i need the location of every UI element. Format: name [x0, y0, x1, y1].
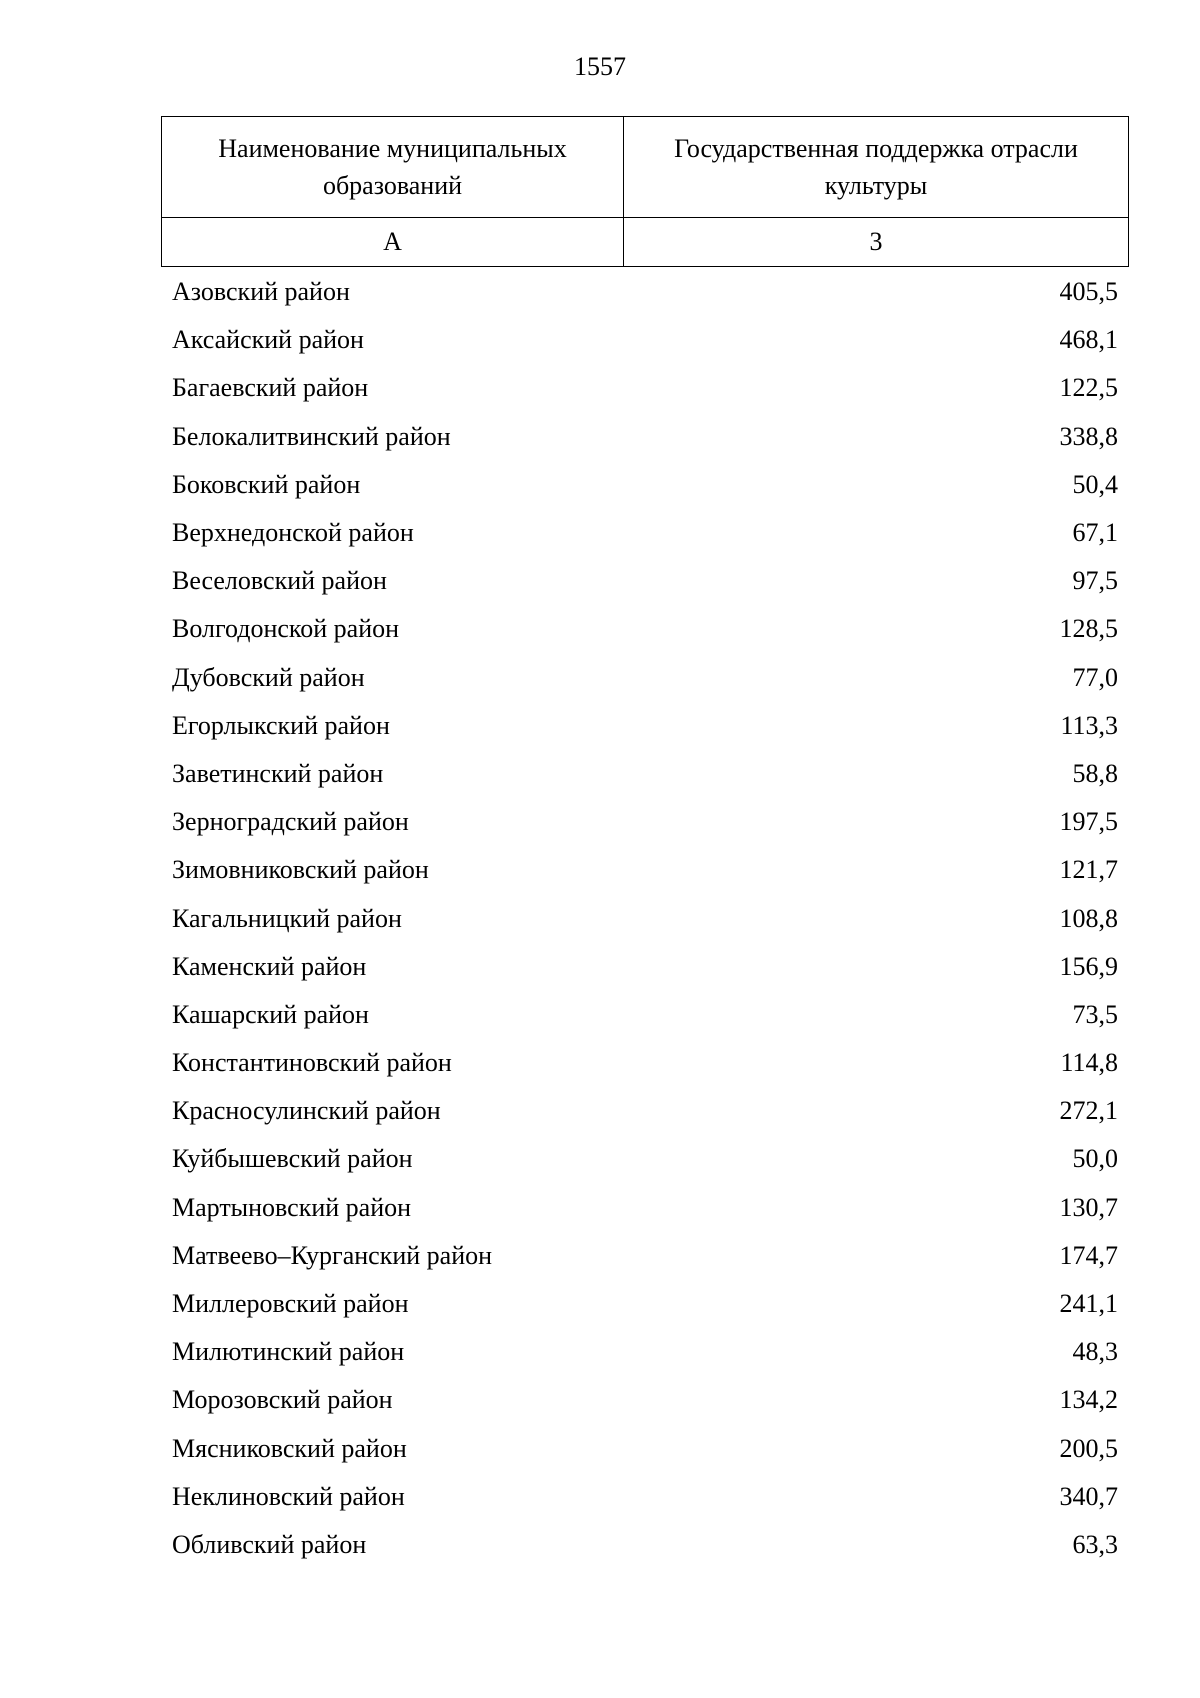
table-row	[161, 798, 1129, 846]
table-row	[161, 943, 1129, 991]
column-header-row	[162, 117, 1129, 218]
support-value: 77,0	[1072, 662, 1118, 692]
municipality-name: Дубовский район	[172, 662, 365, 692]
table-row	[161, 1473, 1129, 1521]
municipality-name: Боковский район	[172, 469, 361, 499]
table-row	[161, 1280, 1129, 1328]
municipality-name: Мартыновский район	[172, 1192, 412, 1222]
municipality-name: Куйбышевский район	[172, 1144, 413, 1174]
municipality-name: Заветинский район	[172, 758, 384, 788]
support-value: 63,3	[1072, 1529, 1118, 1559]
column-header-culture-support: Государственная поддержка отрасли культуры	[624, 117, 1129, 218]
municipality-name: Зимовниковский район	[172, 855, 429, 885]
support-value: 174,7	[1059, 1240, 1118, 1270]
table-header	[161, 116, 1129, 267]
support-value: 48,3	[1072, 1337, 1118, 1367]
municipality-name: Неклиновский район	[172, 1481, 405, 1511]
support-value: 122,5	[1059, 373, 1118, 403]
table-row	[161, 654, 1129, 702]
municipality-name: Обливский район	[172, 1529, 367, 1559]
support-value: 468,1	[1059, 325, 1118, 355]
table-row	[161, 364, 1129, 412]
municipality-name: Миллеровский район	[172, 1289, 409, 1319]
table-row	[161, 894, 1129, 942]
table-row	[161, 509, 1129, 557]
support-value: 338,8	[1059, 421, 1118, 451]
support-value: 128,5	[1059, 614, 1118, 644]
municipality-name: Верхнедонской район	[172, 518, 414, 548]
support-value: 130,7	[1059, 1192, 1118, 1222]
table-row	[161, 1521, 1129, 1569]
municipality-name: Мясниковский район	[172, 1433, 407, 1463]
table-row	[161, 316, 1129, 364]
table-row	[161, 1376, 1129, 1424]
support-value: 405,5	[1059, 277, 1118, 307]
municipality-name: Волгодонской район	[172, 614, 400, 644]
support-value: 67,1	[1072, 518, 1118, 548]
support-value: 97,5	[1072, 566, 1118, 596]
table-row	[161, 702, 1129, 750]
table-row	[161, 1039, 1129, 1087]
municipality-name: Милютинский район	[172, 1337, 405, 1367]
table-row	[161, 1425, 1129, 1473]
table-row	[161, 1135, 1129, 1183]
municipality-name: Белокалитвинский район	[172, 421, 451, 451]
support-value: 108,8	[1059, 903, 1118, 933]
municipality-name: Аксайский район	[172, 325, 364, 355]
table-row	[161, 750, 1129, 798]
support-value: 58,8	[1072, 758, 1118, 788]
column-header-municipality: Наименование муниципальных образований	[162, 117, 624, 218]
support-value: 241,1	[1059, 1289, 1118, 1319]
support-value: 114,8	[1060, 1048, 1118, 1078]
column-number-a: А	[162, 218, 624, 267]
table-body	[161, 268, 1129, 1569]
table-row	[161, 1328, 1129, 1376]
table-row	[161, 846, 1129, 894]
support-value: 73,5	[1072, 999, 1118, 1029]
table-row	[161, 1184, 1129, 1232]
municipality-name: Каменский район	[172, 951, 367, 981]
support-value: 156,9	[1059, 951, 1118, 981]
municipality-name: Зерноградский район	[172, 807, 409, 837]
page-number: 1557	[574, 52, 626, 81]
municipality-name: Багаевский район	[172, 373, 369, 403]
table-row	[161, 991, 1129, 1039]
municipality-name: Красносулинский район	[172, 1096, 441, 1126]
municipality-name: Азовский район	[172, 277, 350, 307]
municipality-name: Константиновский район	[172, 1048, 452, 1078]
column-number-3: 3	[624, 218, 1129, 267]
support-value: 197,5	[1059, 807, 1118, 837]
support-value: 50,0	[1072, 1144, 1118, 1174]
support-value: 113,3	[1060, 710, 1118, 740]
column-numbering-row	[162, 218, 1129, 267]
support-value: 340,7	[1059, 1481, 1118, 1511]
municipality-name: Веселовский район	[172, 566, 387, 596]
table-row	[161, 1232, 1129, 1280]
table-row	[161, 413, 1129, 461]
support-value: 134,2	[1059, 1385, 1118, 1415]
municipality-name: Кашарский район	[172, 999, 369, 1029]
support-value: 50,4	[1072, 469, 1118, 499]
municipality-name: Матвеево–Курганский район	[172, 1240, 493, 1270]
support-value: 200,5	[1059, 1433, 1118, 1463]
table-row	[161, 1087, 1129, 1135]
municipality-name: Кагальницкий район	[172, 903, 402, 933]
support-value: 121,7	[1059, 855, 1118, 885]
table-row	[161, 557, 1129, 605]
support-value: 272,1	[1059, 1096, 1118, 1126]
table-row	[161, 605, 1129, 653]
municipality-name: Егорлыкский район	[172, 710, 390, 740]
table-row	[161, 268, 1129, 316]
table-row	[161, 461, 1129, 509]
municipality-name: Морозовский район	[172, 1385, 393, 1415]
